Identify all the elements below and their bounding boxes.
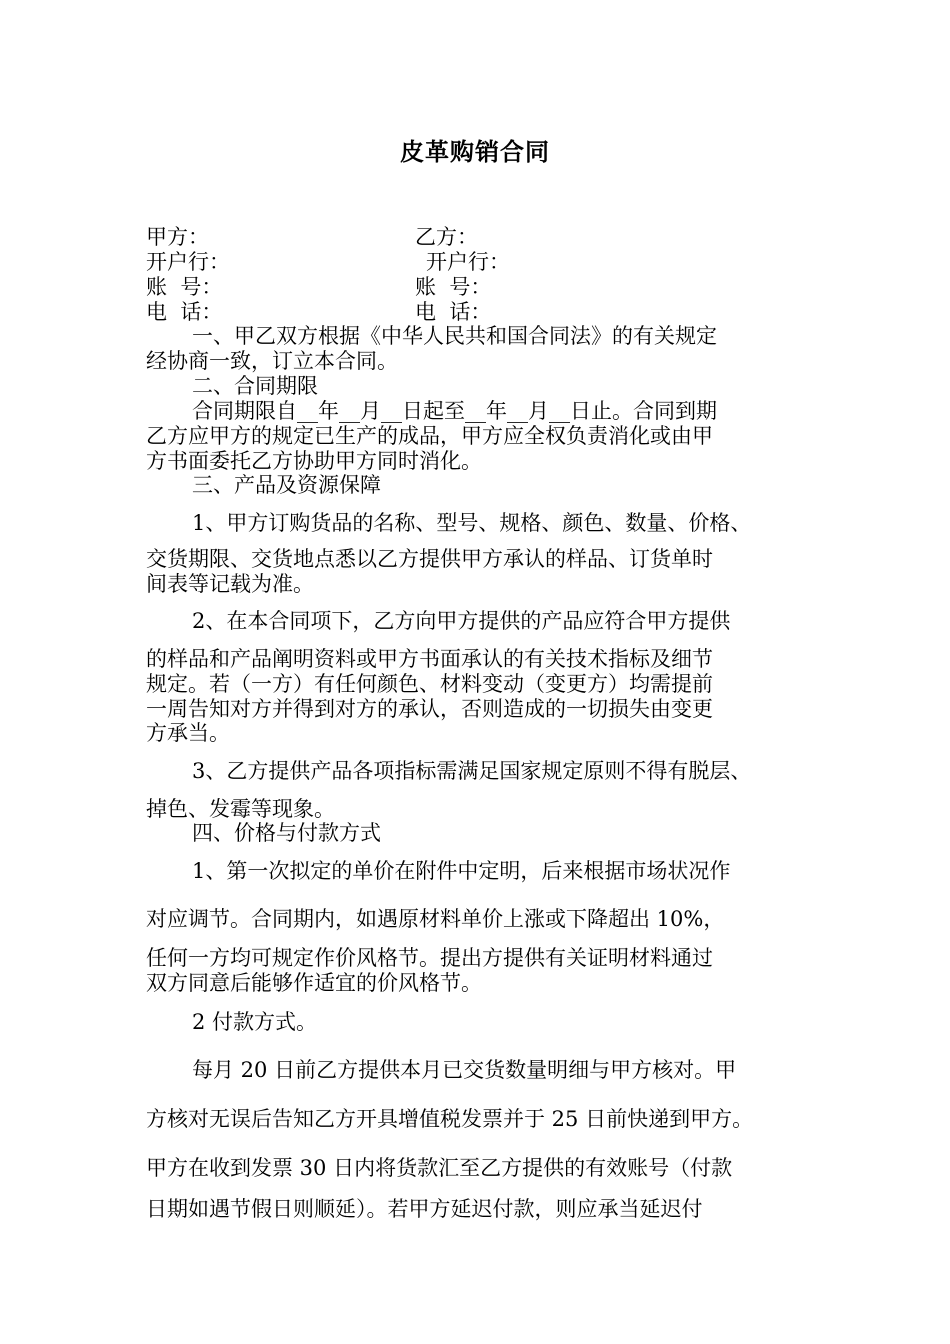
paragraph-line: 规定。若（一方）有任何颜色、材料变动（变更方）均需提前: [146, 672, 713, 696]
paragraph-line: 2、在本合同项下，乙方向甲方提供的产品应符合甲方提供: [192, 609, 731, 633]
paragraph-line: 方承当。: [146, 721, 230, 745]
section-heading: 二、合同期限: [192, 374, 318, 398]
paragraph-line: 双方同意后能够作适宜的价风格节。: [146, 971, 482, 995]
party-a-phone-label: 电 话：: [146, 300, 223, 324]
paragraph-line: 方书面委托乙方协助甲方同时消化。: [146, 449, 482, 473]
paragraph-line: 3、乙方提供产品各项指标需满足国家规定原则不得有脱层、: [192, 759, 752, 783]
document-title: 皮革购销合同: [400, 138, 550, 166]
party-a-bank-label: 开户行：: [146, 250, 230, 274]
paragraph-line: 合同期限自__年__月__日起至__年__月__日止。合同到期: [192, 399, 717, 423]
paragraph-line: 1、甲方订购货品的名称、型号、规格、颜色、数量、价格、: [192, 511, 752, 535]
party-a-account-label: 账 号：: [146, 275, 223, 299]
section-heading: 四、价格与付款方式: [192, 821, 381, 845]
party-b-bank-label: 开户行：: [426, 250, 510, 274]
paragraph-line: 经协商一致，订立本合同。: [146, 349, 398, 373]
party-a-label: 甲方：: [146, 225, 209, 249]
section-heading: 2 付款方式。: [192, 1010, 318, 1034]
paragraph-line: 一周告知对方并得到对方的承认，否则造成的一切损失由变更: [146, 697, 713, 721]
section-heading: 三、产品及资源保障: [192, 473, 381, 497]
paragraph-line: 任何一方均可规定作价风格节。提出方提供有关证明材料通过: [146, 946, 713, 970]
paragraph-line: 1、第一次拟定的单价在附件中定明，后来根据市场状况作: [192, 859, 731, 883]
paragraph-line: 的样品和产品阐明资料或甲方书面承认的有关技术指标及细节: [146, 647, 713, 671]
party-b-account-label: 账 号：: [415, 275, 492, 299]
paragraph-line: 方核对无误后告知乙方开具增值税发票并于 25 日前快递到甲方。: [146, 1107, 754, 1131]
paragraph-line: 一、甲乙双方根据《中华人民共和国合同法》的有关规定: [192, 324, 717, 348]
paragraph-line: 交货期限、交货地点悉以乙方提供甲方承认的样品、订货单时: [146, 547, 713, 571]
party-b-phone-label: 电 话：: [415, 300, 492, 324]
paragraph-line: 间表等记载为准。: [146, 572, 314, 596]
paragraph-line: 乙方应甲方的规定已生产的成品，甲方应全权负责消化或由甲: [146, 424, 713, 448]
paragraph-line: 甲方在收到发票 30 日内将货款汇至乙方提供的有效账号（付款: [146, 1156, 733, 1180]
paragraph-line: 每月 20 日前乙方提供本月已交货数量明细与甲方核对。甲: [192, 1058, 737, 1082]
paragraph-line: 对应调节。合同期内，如遇原材料单价上涨或下降超出 10%，: [146, 907, 725, 931]
paragraph-line: 日期如遇节假日则顺延）。若甲方延迟付款，则应承当延迟付: [146, 1197, 703, 1221]
paragraph-line: 掉色、发霉等现象。: [146, 797, 335, 821]
party-b-label: 乙方：: [415, 225, 478, 249]
